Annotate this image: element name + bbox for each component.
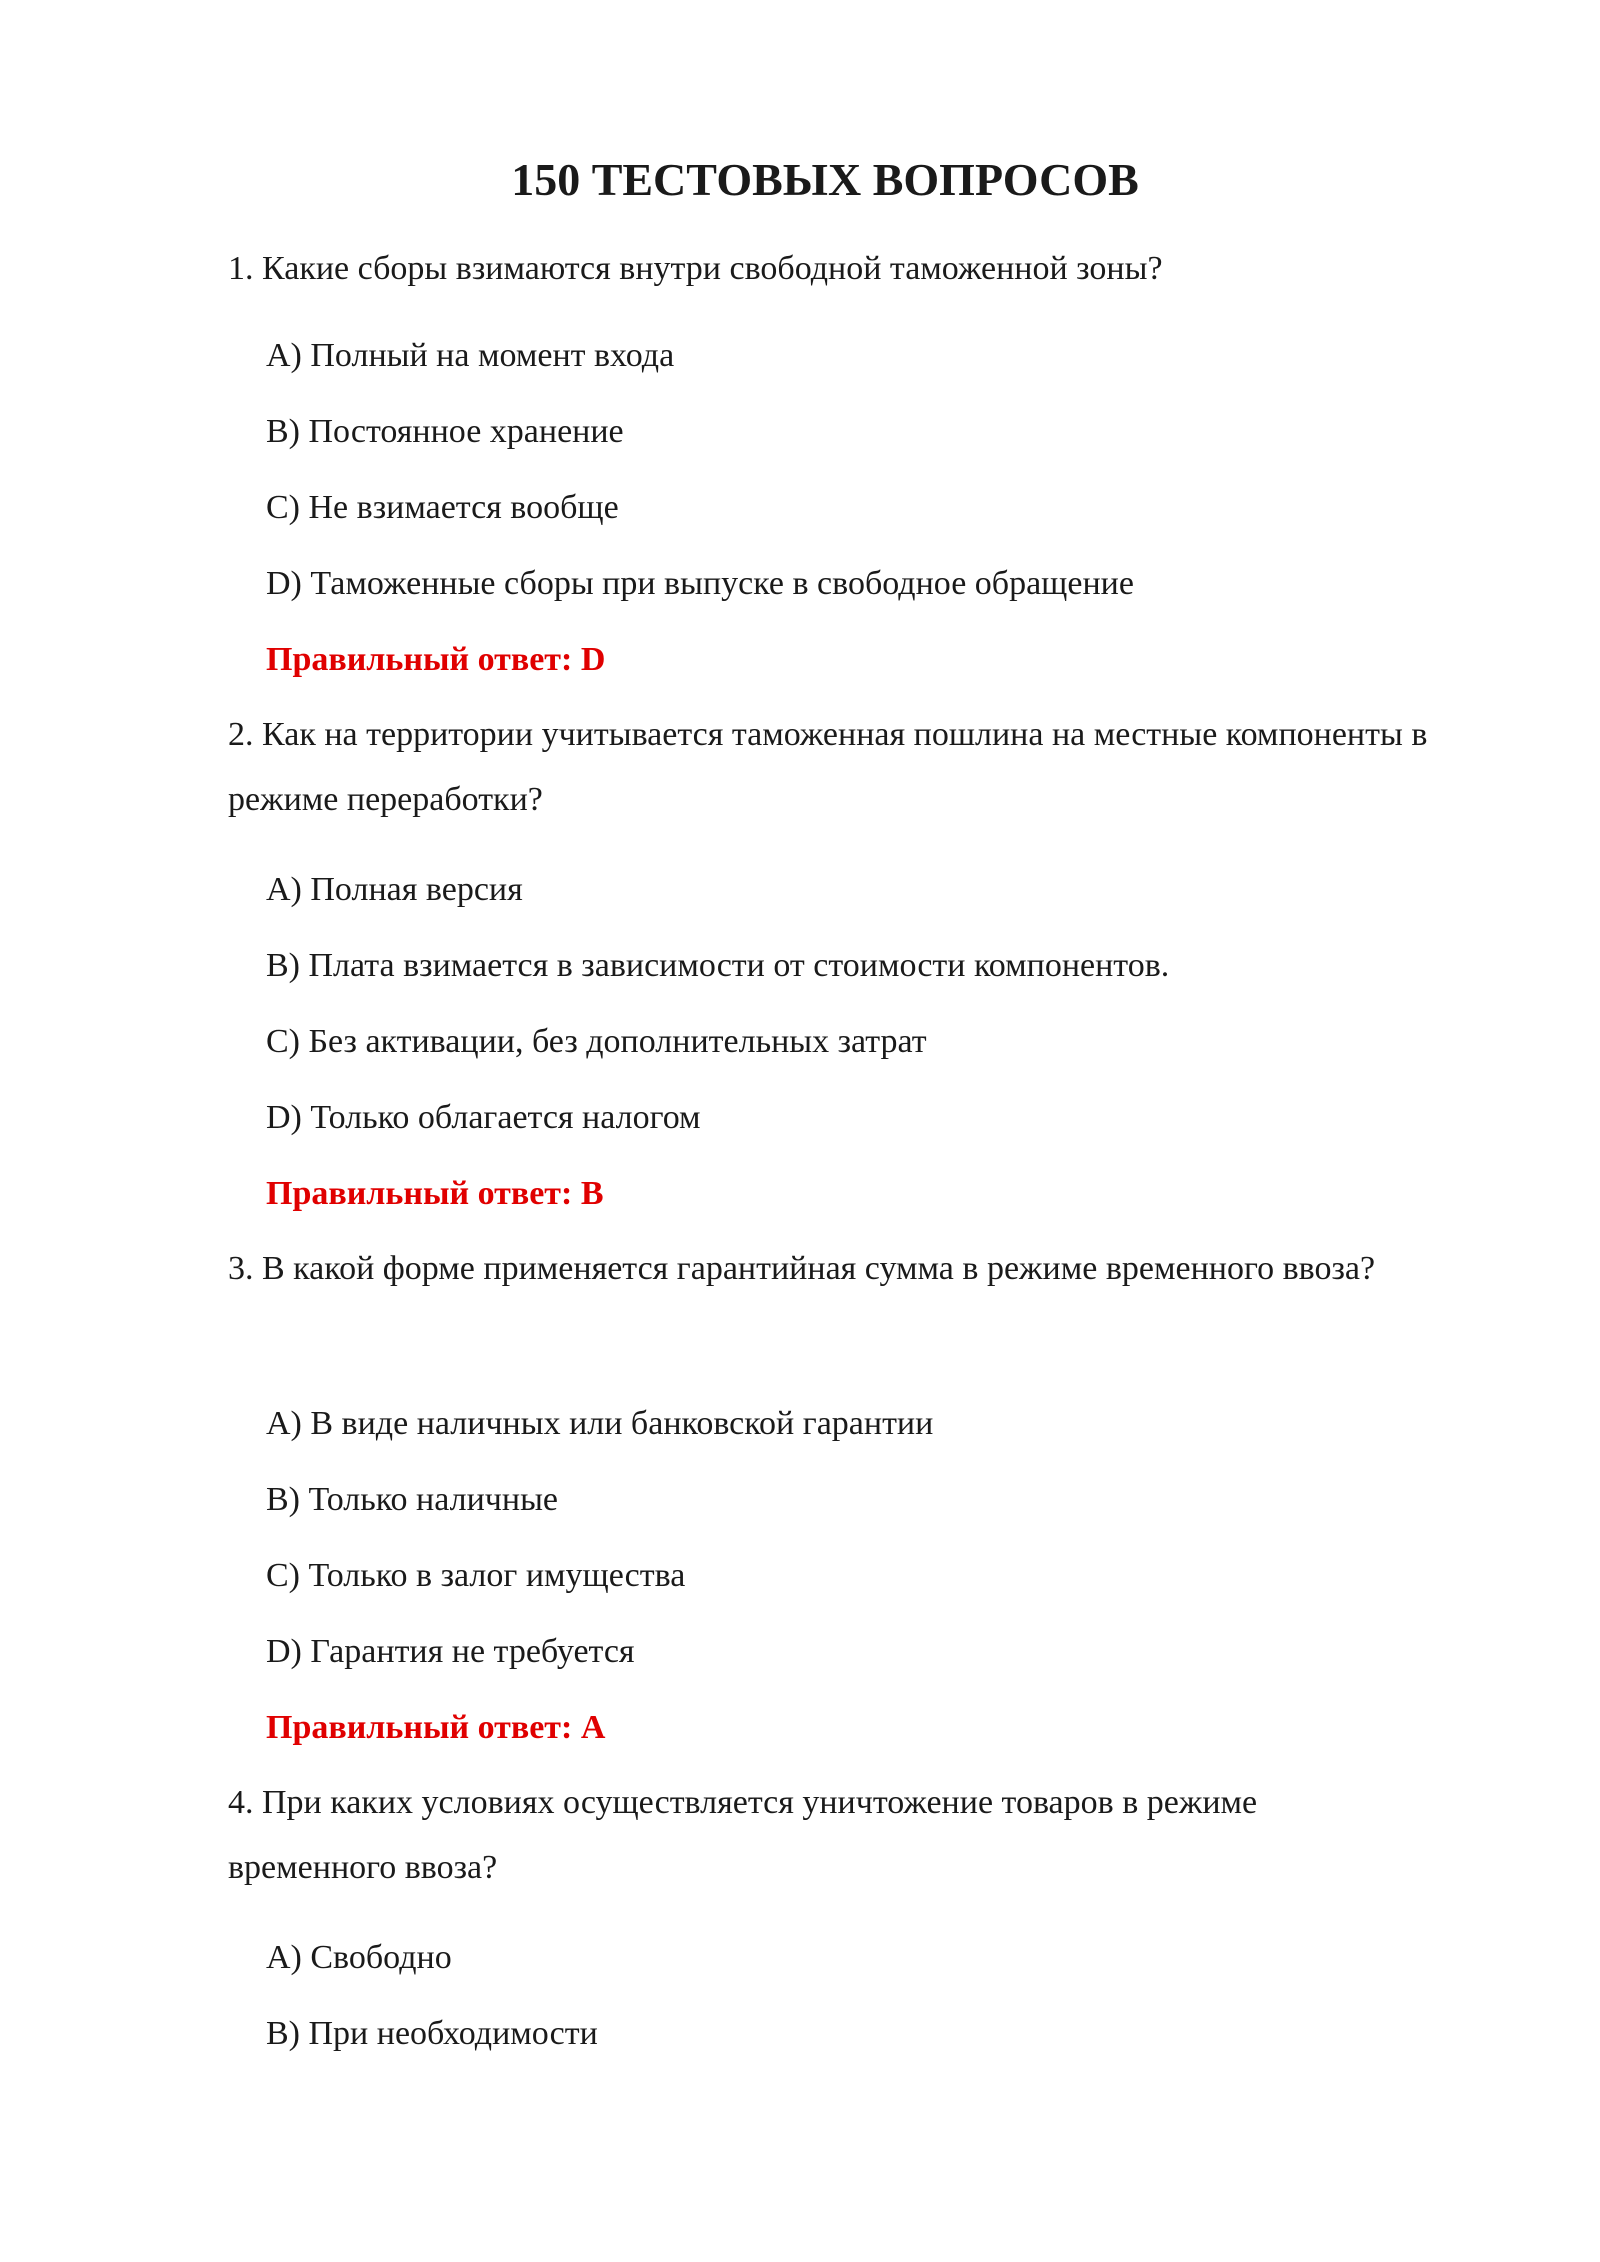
question-1-correct-answer: Правильный ответ: D <box>266 641 606 678</box>
question-1-option-a: A) Полный на момент входа <box>266 337 675 374</box>
question-3-option-b: B) Только наличные <box>266 1481 559 1518</box>
question-4-text: 4. При каких условиях осуществляется уничтожение товаров в режиме временного ввоза? <box>228 1784 1258 1886</box>
question-3-text: 3. В какой форме применяется гарантийная сумма в режиме временного ввоза? <box>228 1250 1376 1287</box>
question-1-option-b: B) Постоянное хранение <box>266 413 624 450</box>
question-2-option-c: C) Без активации, без дополнительных затрат <box>266 1023 927 1060</box>
question-2-option-b: B) Плата взимается в зависимости от стоимости компонентов. <box>266 947 1170 984</box>
question-1-option-d: D) Таможенные сборы при выпуске в свободное обращение <box>266 565 1134 602</box>
document-title: 150 ТЕСТОВЫХ ВОПРОСОВ <box>511 154 1139 205</box>
question-4-option-b: B) При необходимости <box>266 2015 598 2052</box>
question-2-text: 2. Как на территории учитывается таможенная пошлина на местные компоненты в режиме переработки? <box>228 716 1428 818</box>
question-3-option-d: D) Гарантия не требуется <box>266 1633 635 1670</box>
question-4-option-a: A) Свободно <box>266 1939 452 1976</box>
question-3-correct-answer: Правильный ответ: A <box>266 1709 606 1746</box>
question-2-option-d: D) Только облагается налогом <box>266 1099 701 1136</box>
question-1-text: 1. Какие сборы взимаются внутри свободной таможенной зоны? <box>228 250 1163 287</box>
question-1-option-c: C) Не взимается вообще <box>266 489 619 526</box>
question-2-option-a: A) Полная версия <box>266 871 523 908</box>
question-3-option-c: C) Только в залог имущества <box>266 1557 686 1594</box>
question-3-option-a: A) В виде наличных или банковской гарантии <box>266 1405 934 1442</box>
question-2-correct-answer: Правильный ответ: B <box>266 1175 604 1212</box>
